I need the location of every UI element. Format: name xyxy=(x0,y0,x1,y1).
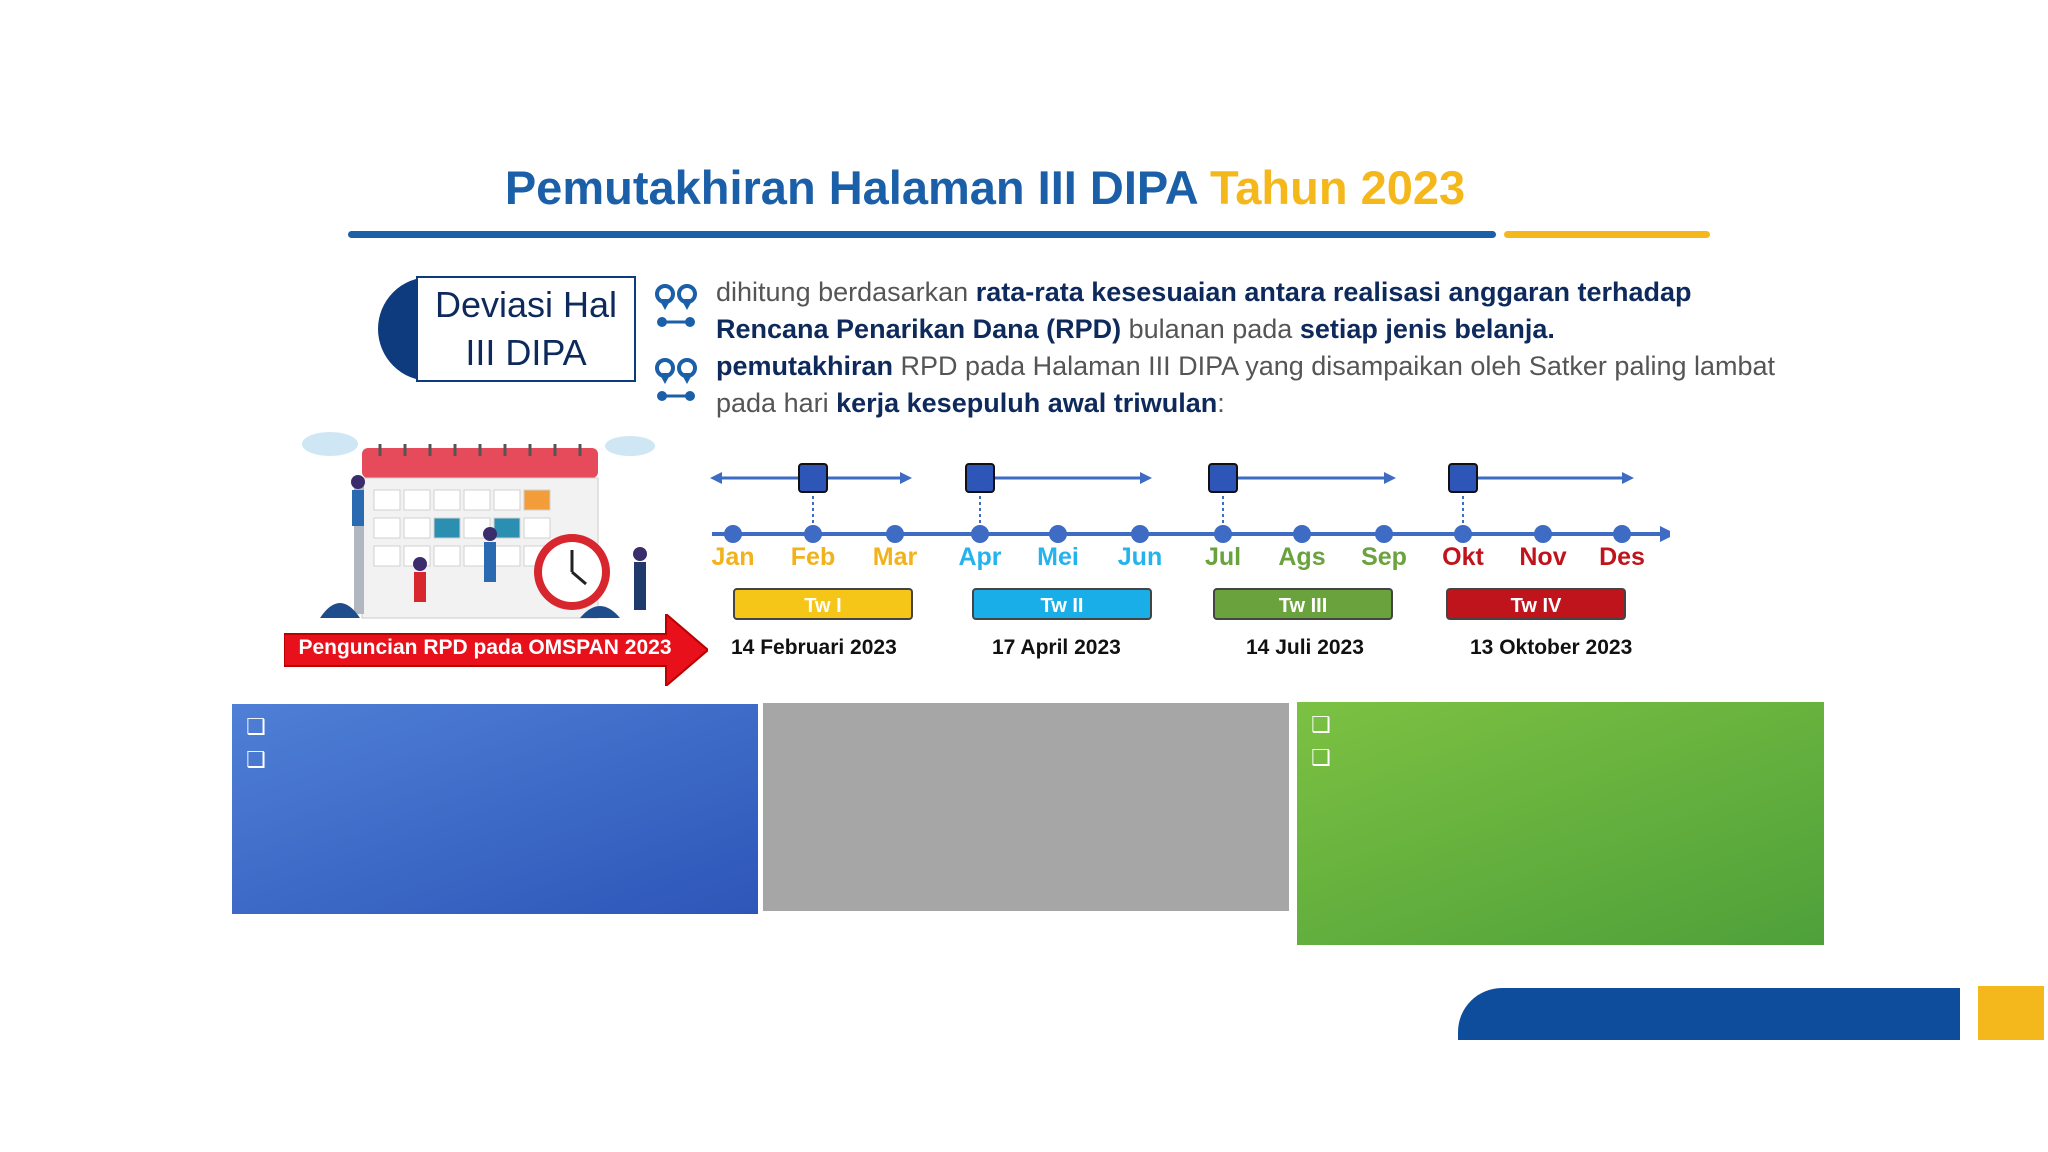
footer-yellow-block xyxy=(1978,986,2044,1040)
checkbox-bullet-icon: ❑ xyxy=(1311,712,1331,737)
list-item xyxy=(1311,741,1812,774)
bullet2-part2: RPD pada Halaman III DIPA yang disampaikan oleh Satker paling lambat pada hari xyxy=(716,351,1776,418)
bullet-text-2 xyxy=(716,348,1776,422)
month-label-nov: Nov xyxy=(1519,543,1567,571)
timeline-dot-ags xyxy=(1293,525,1311,543)
timeline-dot-okt xyxy=(1454,525,1472,543)
month-label-jul: Jul xyxy=(1204,543,1242,571)
footer-band xyxy=(1458,988,1960,1040)
bullet-text-1 xyxy=(716,274,1776,348)
bullet1-part3: bulanan pada xyxy=(1121,314,1300,344)
lock-marker-icon xyxy=(966,464,994,492)
arrowhead-right xyxy=(1384,472,1396,484)
bullet1-part4: setiap jenis belanja. xyxy=(1299,314,1555,344)
timeline-dot-sep xyxy=(1375,525,1393,543)
quarter-badge-2: Tw II xyxy=(972,588,1152,620)
arrowhead-right xyxy=(1140,472,1152,484)
quarter-badge-4: Tw IV xyxy=(1446,588,1626,620)
quarter-badge-1: Tw I xyxy=(733,588,913,620)
title-year: Tahun 2023 xyxy=(1210,161,1466,214)
quarter-date-4: 13 Oktober 2023 xyxy=(1470,636,1633,659)
checkbox-bullet-icon: ❑ xyxy=(1311,745,1331,770)
lock-marker-icon xyxy=(799,464,827,492)
timeline-dot-jul xyxy=(1214,525,1232,543)
arrowhead-right xyxy=(1622,472,1634,484)
title-main: Pemutakhiran Halaman III DIPA xyxy=(504,161,1197,214)
month-label-mei: Mei xyxy=(1037,543,1079,571)
timeline-dot-des xyxy=(1613,525,1631,543)
month-label-jun: Jun xyxy=(1117,543,1163,571)
deviasi-label xyxy=(416,276,636,382)
bullet2-part3: kerja kesepuluh awal triwulan xyxy=(836,388,1218,418)
bullet2-part1: pemutakhiran xyxy=(716,351,894,381)
list-item xyxy=(246,710,746,743)
month-label-mar: Mar xyxy=(872,543,918,571)
month-label-feb: Feb xyxy=(790,543,836,571)
list-item xyxy=(246,743,746,776)
title-underline-blue xyxy=(348,231,1496,238)
month-label-okt: Okt xyxy=(1442,543,1484,571)
bullet2-part4: : xyxy=(1217,388,1225,418)
quarter-date-1: 14 Februari 2023 xyxy=(731,636,897,659)
info-box-green xyxy=(1297,702,1824,945)
month-label-jan: Jan xyxy=(711,543,755,571)
quarter-badge-3: Tw III xyxy=(1213,588,1393,620)
page-title xyxy=(0,160,1970,215)
info-box-gray xyxy=(763,703,1289,911)
timeline-dot-mar xyxy=(886,525,904,543)
month-label-des: Des xyxy=(1599,543,1645,571)
arrowhead-right xyxy=(900,472,912,484)
deviasi-line1: Deviasi Hal xyxy=(434,284,618,325)
bullet1-part2: rata-rata kesesuaian antara realisasi anggaran terhadap Rencana Penarikan Dana (RPD) xyxy=(716,277,1692,344)
quarter-date-2: 17 April 2023 xyxy=(992,636,1121,659)
info-box-blue xyxy=(232,704,758,914)
list-item xyxy=(1311,708,1812,741)
quarter-date-3: 14 Juli 2023 xyxy=(1246,636,1364,659)
red-arrow-label: Penguncian RPD pada OMSPAN 2023 xyxy=(298,636,672,659)
month-label-ags: Ags xyxy=(1278,543,1326,571)
lock-marker-icon xyxy=(1449,464,1477,492)
timeline-dot-apr xyxy=(971,525,989,543)
checkbox-bullet-icon: ❑ xyxy=(246,714,266,739)
arrowhead-left xyxy=(710,472,722,484)
route-pin-icon xyxy=(654,358,698,404)
bullet1-part1: dihitung berdasarkan xyxy=(716,277,976,307)
timeline-dot-feb xyxy=(804,525,822,543)
title-underline-yellow xyxy=(1504,231,1710,238)
timeline-dot-jun xyxy=(1131,525,1149,543)
checkbox-bullet-icon: ❑ xyxy=(246,747,266,772)
calendar-illustration xyxy=(300,424,660,624)
timeline-dot-nov xyxy=(1534,525,1552,543)
month-label-sep: Sep xyxy=(1361,543,1407,571)
route-pin-icon xyxy=(654,284,698,330)
deviasi-line2: III DIPA xyxy=(465,332,587,373)
timeline-dot-mei xyxy=(1049,525,1067,543)
lock-marker-icon xyxy=(1209,464,1237,492)
month-label-apr: Apr xyxy=(958,543,1002,571)
timeline-dot-jan xyxy=(724,525,742,543)
